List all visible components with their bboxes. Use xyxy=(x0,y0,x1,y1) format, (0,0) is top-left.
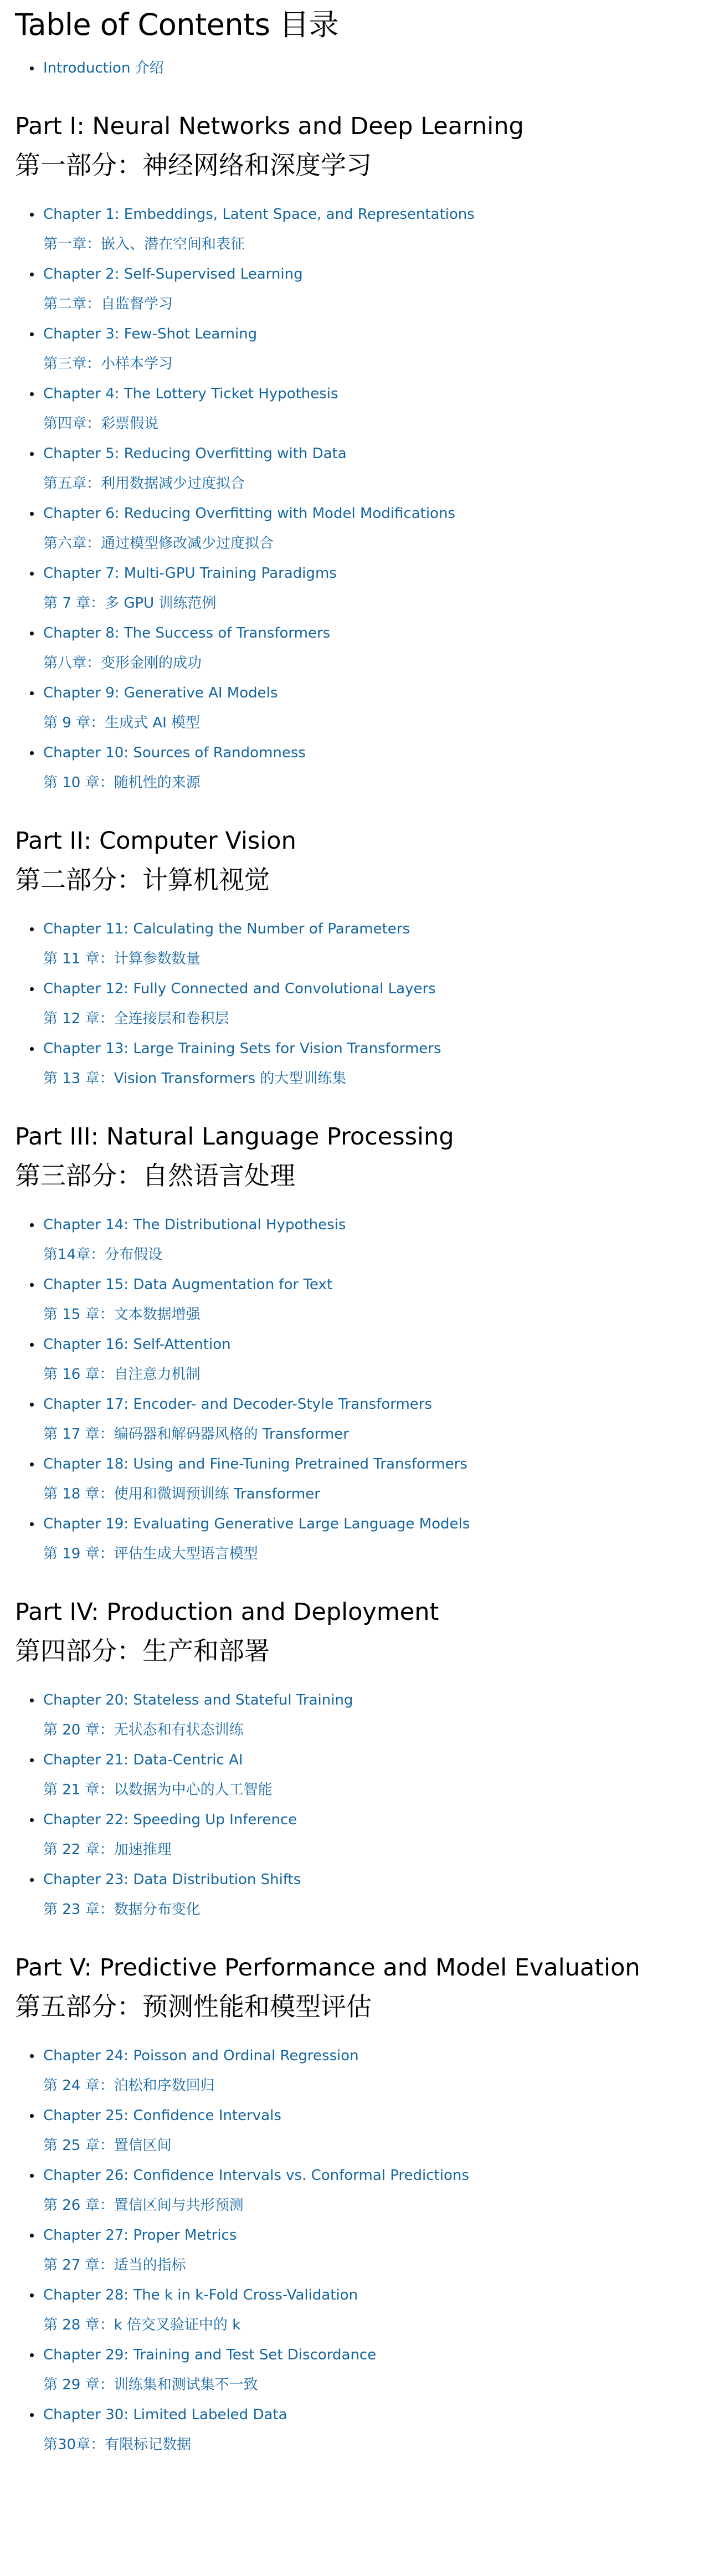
chapter-item xyxy=(15,1751,709,1799)
part-title-en: Part III: Natural Language Processing xyxy=(15,1123,454,1151)
chapter-item xyxy=(15,1810,709,1859)
parts-container xyxy=(15,111,709,2454)
chapter-link-row xyxy=(43,1039,709,1058)
bullet-icon xyxy=(30,2353,34,2357)
part-title-zh: 第三部分：自然语言处理 xyxy=(15,1161,295,1190)
chapter-link-row xyxy=(43,384,709,403)
bullet-icon xyxy=(30,1403,34,1407)
bullet-icon xyxy=(30,1463,34,1466)
bullet-icon xyxy=(30,2054,34,2058)
bullet-icon xyxy=(30,1343,34,1347)
chapter-link-zh[interactable]: 第 27 章：适当的指标 xyxy=(43,2257,186,2274)
chapter-link[interactable]: Chapter 25: Confidence Intervals xyxy=(43,2107,281,2124)
part-section xyxy=(15,1597,709,1919)
chapter-link-zh[interactable]: 第 12 章：全连接层和卷积层 xyxy=(43,1010,229,1027)
chapter-item xyxy=(15,205,709,254)
part-title-en: Part IV: Production and Deployment xyxy=(15,1598,439,1626)
chapter-link[interactable]: Chapter 4: The Lottery Ticket Hypothesis xyxy=(43,386,338,402)
chapter-link-zh[interactable]: 第14章：分布假设 xyxy=(43,1246,163,1263)
chapter-link[interactable]: Chapter 16: Self-Attention xyxy=(43,1336,231,1353)
chapter-link[interactable]: Chapter 12: Fully Connected and Convolutional Layers xyxy=(43,981,436,997)
bullet-icon xyxy=(30,66,34,70)
part-title-en: Part V: Predictive Performance and Model Evaluation xyxy=(15,1954,640,1982)
chapter-item xyxy=(15,2405,709,2454)
bullet-icon xyxy=(30,1698,34,1702)
chapter-link-zh[interactable]: 第三章：小样本学习 xyxy=(43,356,173,372)
chapter-link-row xyxy=(43,2046,709,2065)
chapter-item xyxy=(15,1215,709,1264)
chapter-link[interactable]: Chapter 5: Reducing Overfitting with Data xyxy=(43,445,347,462)
chapter-link[interactable]: Chapter 27: Proper Metrics xyxy=(43,2227,237,2244)
chapter-link-row xyxy=(43,2226,709,2245)
chapter-item xyxy=(15,564,709,613)
chapter-link[interactable]: Chapter 3: Few-Shot Learning xyxy=(43,326,258,342)
chapter-link-row xyxy=(43,1215,709,1234)
chapter-link[interactable]: Chapter 22: Speeding Up Inference xyxy=(43,1812,297,1828)
chapter-item xyxy=(15,1335,709,1384)
bullet-icon xyxy=(30,273,34,276)
chapter-link-row xyxy=(43,205,709,224)
chapter-link[interactable]: Chapter 30: Limited Labeled Data xyxy=(43,2406,287,2423)
bullet-icon xyxy=(30,332,34,336)
bullet-icon xyxy=(30,1758,34,1762)
part-title-zh: 第二部分：计算机视觉 xyxy=(15,865,270,895)
chapter-link-row xyxy=(43,2405,709,2424)
chapter-link-row xyxy=(43,2166,709,2185)
chapter-link-zh[interactable]: 第 17 章：编码器和解码器风格的 Transformer xyxy=(43,1426,349,1443)
chapter-item xyxy=(15,444,709,493)
chapter-link-zh[interactable]: 第 25 章：置信区间 xyxy=(43,2137,172,2154)
chapter-item xyxy=(15,979,709,1028)
chapter-link-zh[interactable]: 第 15 章：文本数据增强 xyxy=(43,1306,201,1323)
chapter-link-row xyxy=(43,920,709,938)
chapter-item xyxy=(15,920,709,968)
chapter-link-zh[interactable]: 第八章：变形金刚的成功 xyxy=(43,655,202,671)
chapter-link-row xyxy=(43,1515,709,1533)
chapter-link-row xyxy=(43,2106,709,2125)
bullet-icon xyxy=(30,1818,34,1822)
chapter-link[interactable]: Chapter 1: Embeddings, Latent Space, and Representations xyxy=(43,206,475,223)
chapter-link-zh[interactable]: 第四章：彩票假说 xyxy=(43,415,159,432)
chapter-link-row xyxy=(43,684,709,702)
part-title-en: Part II: Computer Vision xyxy=(15,827,296,855)
chapter-item xyxy=(15,1395,709,1444)
chapter-item xyxy=(15,2286,709,2334)
bullet-icon xyxy=(30,452,34,456)
chapter-link-zh[interactable]: 第 7 章：多 GPU 训练范例 xyxy=(43,595,217,612)
bullet-icon xyxy=(30,751,34,755)
chapter-link[interactable]: Chapter 28: The k in k-Fold Cross-Validation xyxy=(43,2287,358,2303)
chapter-link-row xyxy=(43,1810,709,1829)
chapter-link-zh[interactable]: 第 11 章：计算参数数量 xyxy=(43,951,201,967)
chapter-link-zh[interactable]: 第 29 章：训练集和测试集不一致 xyxy=(43,2377,258,2393)
chapter-link-row xyxy=(43,325,709,343)
chapter-link-zh[interactable]: 第一章：嵌入、潜在空间和表征 xyxy=(43,236,245,253)
chapter-link[interactable]: Chapter 24: Poisson and Ordinal Regression xyxy=(43,2048,359,2064)
part-title-zh: 第四部分：生产和部署 xyxy=(15,1636,270,1666)
bullet-icon xyxy=(30,512,34,516)
part-section xyxy=(15,111,709,792)
chapter-item xyxy=(15,1691,709,1739)
chapter-item xyxy=(15,2106,709,2155)
chapter-item xyxy=(15,1870,709,1919)
chapter-item xyxy=(15,1455,709,1503)
chapter-link[interactable]: Chapter 9: Generative AI Models xyxy=(43,685,278,701)
chapter-link-zh[interactable]: 第 26 章：置信区间与共形预测 xyxy=(43,2197,244,2214)
toc-title: Table of Contents 目录 xyxy=(15,7,339,42)
chapter-link[interactable]: Chapter 19: Evaluating Generative Large Language Models xyxy=(43,1516,470,1532)
chapter-link-zh[interactable]: 第30章：有限标记数据 xyxy=(43,2436,192,2453)
chapter-link-zh[interactable]: 第 9 章：生成式 AI 模型 xyxy=(43,715,201,731)
part-section xyxy=(15,1952,709,2454)
chapter-link[interactable]: Chapter 17: Encoder- and Decoder-Style Transformers xyxy=(43,1396,433,1413)
bullet-icon xyxy=(30,1878,34,1882)
chapter-list xyxy=(15,205,709,792)
chapter-link-zh[interactable]: 第 28 章：k 倍交叉验证中的 k xyxy=(43,2317,241,2333)
chapter-link-zh[interactable]: 第六章：通过模型修改减少过度拟合 xyxy=(43,535,274,552)
bullet-icon xyxy=(30,2413,34,2417)
chapter-link-row xyxy=(43,2346,709,2364)
bullet-icon xyxy=(30,2293,34,2297)
chapter-item xyxy=(15,384,709,433)
bullet-icon xyxy=(30,392,34,396)
intro-link[interactable]: Introduction 介绍 xyxy=(43,60,164,76)
part-title-en: Part I: Neural Networks and Deep Learning xyxy=(15,112,524,140)
bullet-icon xyxy=(30,927,34,931)
part-section xyxy=(15,1121,709,1563)
chapter-link-row xyxy=(43,265,709,284)
chapter-link-row xyxy=(43,1691,709,1710)
intro-list xyxy=(15,59,709,78)
chapter-link[interactable]: Chapter 23: Data Distribution Shifts xyxy=(43,1871,301,1888)
bullet-icon xyxy=(30,2234,34,2238)
chapter-link[interactable]: Chapter 29: Training and Test Set Discordance xyxy=(43,2347,377,2363)
chapter-link-row xyxy=(43,1870,709,1889)
chapter-list xyxy=(15,2046,709,2454)
bullet-icon xyxy=(30,572,34,576)
bullet-icon xyxy=(30,1283,34,1287)
chapter-item xyxy=(15,743,709,792)
chapter-item xyxy=(15,1515,709,1563)
bullet-icon xyxy=(30,2174,34,2178)
chapter-item xyxy=(15,2346,709,2394)
chapter-link-zh[interactable]: 第 13 章：Vision Transformers 的大型训练集 xyxy=(43,1070,347,1087)
chapter-link-row xyxy=(43,1335,709,1354)
chapter-link-row xyxy=(43,1751,709,1769)
chapter-link[interactable]: Chapter 18: Using and Fine-Tuning Pretrained Transformers xyxy=(43,1456,467,1472)
chapter-item xyxy=(15,2046,709,2095)
chapter-link-row xyxy=(43,743,709,762)
chapter-link-row xyxy=(43,1275,709,1294)
chapter-list xyxy=(15,920,709,1088)
bullet-icon xyxy=(30,691,34,695)
chapter-link-zh[interactable]: 第 19 章：评估生成大型语言模型 xyxy=(43,1546,258,1562)
chapter-link[interactable]: Chapter 7: Multi-GPU Training Paradigms xyxy=(43,565,337,582)
part-section xyxy=(15,825,709,1088)
chapter-link[interactable]: Chapter 20: Stateless and Stateful Training xyxy=(43,1692,353,1708)
chapter-link[interactable]: Chapter 8: The Success of Transformers xyxy=(43,625,331,642)
chapter-link-zh[interactable]: 第 20 章：无状态和有状态训练 xyxy=(43,1722,244,1738)
chapter-link[interactable]: Chapter 14: The Distributional Hypothesis xyxy=(43,1217,346,1233)
chapter-link-row xyxy=(43,564,709,583)
chapter-link-zh[interactable]: 第 16 章：自注意力机制 xyxy=(43,1366,201,1383)
chapter-link[interactable]: Chapter 13: Large Training Sets for Vision Transformers xyxy=(43,1040,441,1057)
bullet-icon xyxy=(30,987,34,991)
bullet-icon xyxy=(30,213,34,217)
chapter-link[interactable]: Chapter 26: Confidence Intervals vs. Conformal Predictions xyxy=(43,2167,469,2184)
part-title-zh: 第一部分：神经网络和深度学习 xyxy=(15,150,372,180)
bullet-icon xyxy=(30,632,34,635)
chapter-link-row xyxy=(43,504,709,523)
chapter-link-zh[interactable]: 第二章：自监督学习 xyxy=(43,296,173,312)
chapter-link-row xyxy=(43,444,709,463)
chapter-link-row xyxy=(43,1455,709,1474)
chapter-list xyxy=(15,1215,709,1563)
intro-item xyxy=(15,59,709,78)
chapter-item xyxy=(15,1039,709,1088)
chapter-item xyxy=(15,265,709,314)
chapter-link[interactable]: Chapter 2: Self-Supervised Learning xyxy=(43,266,303,283)
chapter-link-zh[interactable]: 第 21 章：以数据为中心的人工智能 xyxy=(43,1782,273,1798)
chapter-link-zh[interactable]: 第 23 章：数据分布变化 xyxy=(43,1901,201,1918)
chapter-item xyxy=(15,504,709,553)
chapter-link[interactable]: Chapter 11: Calculating the Number of Parameters xyxy=(43,921,410,937)
chapter-link-zh[interactable]: 第 18 章：使用和微调预训练 Transformer xyxy=(43,1486,320,1502)
chapter-item xyxy=(15,2166,709,2215)
part-title-zh: 第五部分：预测性能和模型评估 xyxy=(15,1992,372,2021)
bullet-icon xyxy=(30,2114,34,2118)
chapter-link[interactable]: Chapter 15: Data Augmentation for Text xyxy=(43,1276,333,1293)
chapter-item xyxy=(15,1275,709,1324)
chapter-link-zh[interactable]: 第五章：利用数据减少过度拟合 xyxy=(43,475,245,492)
chapter-item xyxy=(15,684,709,732)
chapter-link-zh[interactable]: 第 10 章：随机性的来源 xyxy=(43,774,201,791)
chapter-link-row xyxy=(43,979,709,998)
chapter-item xyxy=(15,2226,709,2275)
chapter-link-row xyxy=(43,1395,709,1414)
chapter-link-row xyxy=(43,2286,709,2305)
chapter-link-zh[interactable]: 第 24 章：泊松和序数回归 xyxy=(43,2077,215,2094)
bullet-icon xyxy=(30,1047,34,1051)
chapter-item xyxy=(15,624,709,673)
chapter-item xyxy=(15,325,709,373)
bullet-icon xyxy=(30,1223,34,1227)
chapter-link[interactable]: Chapter 10: Sources of Randomness xyxy=(43,745,306,761)
chapter-link-row xyxy=(43,624,709,643)
bullet-icon xyxy=(30,1522,34,1526)
chapter-link[interactable]: Chapter 21: Data-Centric AI xyxy=(43,1752,243,1768)
chapter-link[interactable]: Chapter 6: Reducing Overfitting with Model Modifications xyxy=(43,505,455,522)
chapter-list xyxy=(15,1691,709,1919)
chapter-link-zh[interactable]: 第 22 章：加速推理 xyxy=(43,1841,172,1858)
